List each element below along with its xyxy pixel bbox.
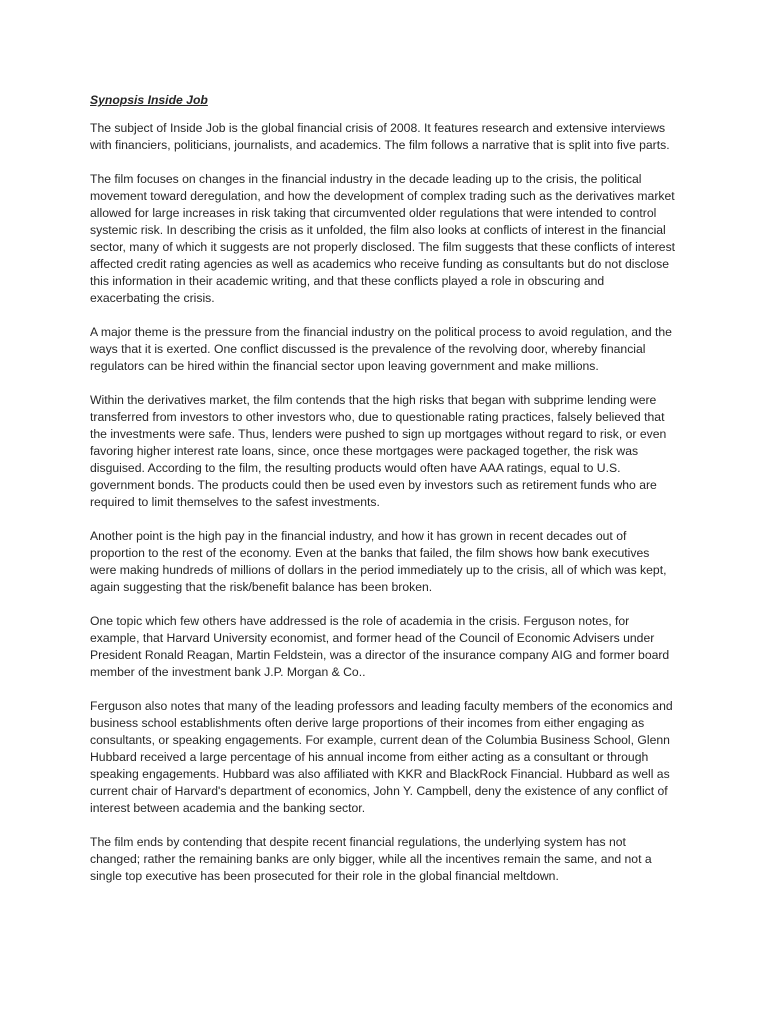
document-page [90,92,676,902]
paragraph-derivatives: Within the derivatives market, the film contends that the high risks that began with subprime lending were transferred from investors to other investors who, due to questionable rating practices, falsely believed that the investments were safe. Thus, lenders were pushed to sign up mortgages without regard to risk, or even favoring higher interest rate loans, since, once these mortgages were packaged together, the risk was disguised. According to the film, the resulting products would often have AAA ratings, equal to U.S. government bonds. The products could then be used even by investors such as retirement funds who are required to limit themselves to the safest investments. [90,393,667,509]
paragraph-high-pay: Another point is the high pay in the financial industry, and how it has grown in recent decades out of proportion to the rest of the economy. Even at the banks that failed, the film shows how bank executives were making hundreds of millions of dollars in the period immediately up to the crisis, all of which was kept, again suggesting that the risk/benefit balance has been broken. [90,529,667,594]
document-title: Synopsis Inside Job [90,93,208,107]
paragraph-professors: Ferguson also notes that many of the leading professors and leading faculty members of the economics and business school establishments often derive large proportions of their incomes from either engaging as consultants, or speaking engagements. For example, current dean of the Columbia Business School, Glenn Hubbard received a large percentage of his annual income from either acting as a consultant or through speaking engagements. Hubbard was also affiliated with KKR and BlackRock Financial. Hubbard as well as current chair of Harvard's department of economics, John Y. Campbell, deny the existence of any conflict of interest between academia and the banking sector. [90,699,673,815]
paragraph-academia: One topic which few others have addressed is the role of academia in the crisis. Ferguson notes, for example, that Harvard University economist, and former head of the Council of Economic Advisers under President Ronald Reagan, Martin Feldstein, was a director of the insurance company AIG and former board member of the investment bank J.P. Morgan & Co.. [90,614,670,679]
paragraph-major-theme: A major theme is the pressure from the financial industry on the political process to avoid regulation, and the ways that it is exerted. One conflict discussed is the prevalence of the revolving door, whereby financial regulators can be hired within the financial sector upon leaving government and make millions. [90,325,672,373]
paragraph-conclusion: The film ends by contending that despite recent financial regulations, the underlying system has not changed; rather the remaining banks are only bigger, while all the incentives remain the same, and not a single top executive has been prosecuted for their role in the global financial meltdown. [90,835,652,883]
paragraph-focus: The film focuses on changes in the financial industry in the decade leading up to the crisis, the political movement toward deregulation, and how the development of complex trading such as the derivatives market allowed for large increases in risk taking that circumvented older regulations that were intended to control systemic risk. In describing the crisis as it unfolded, the film also looks at conflicts of interest in the financial sector, many of which it suggests are not properly disclosed. The film suggests that these conflicts of interest affected credit rating agencies as well as academics who receive funding as consultants but do not disclose this information in their academic writing, and that these conflicts played a role in obscuring and exacerbating the crisis. [90,172,676,305]
paragraph-intro: The subject of Inside Job is the global financial crisis of 2008. It features research and extensive interviews with financiers, politicians, journalists, and academics. The film follows a narrative that is split into five parts. [90,121,670,152]
